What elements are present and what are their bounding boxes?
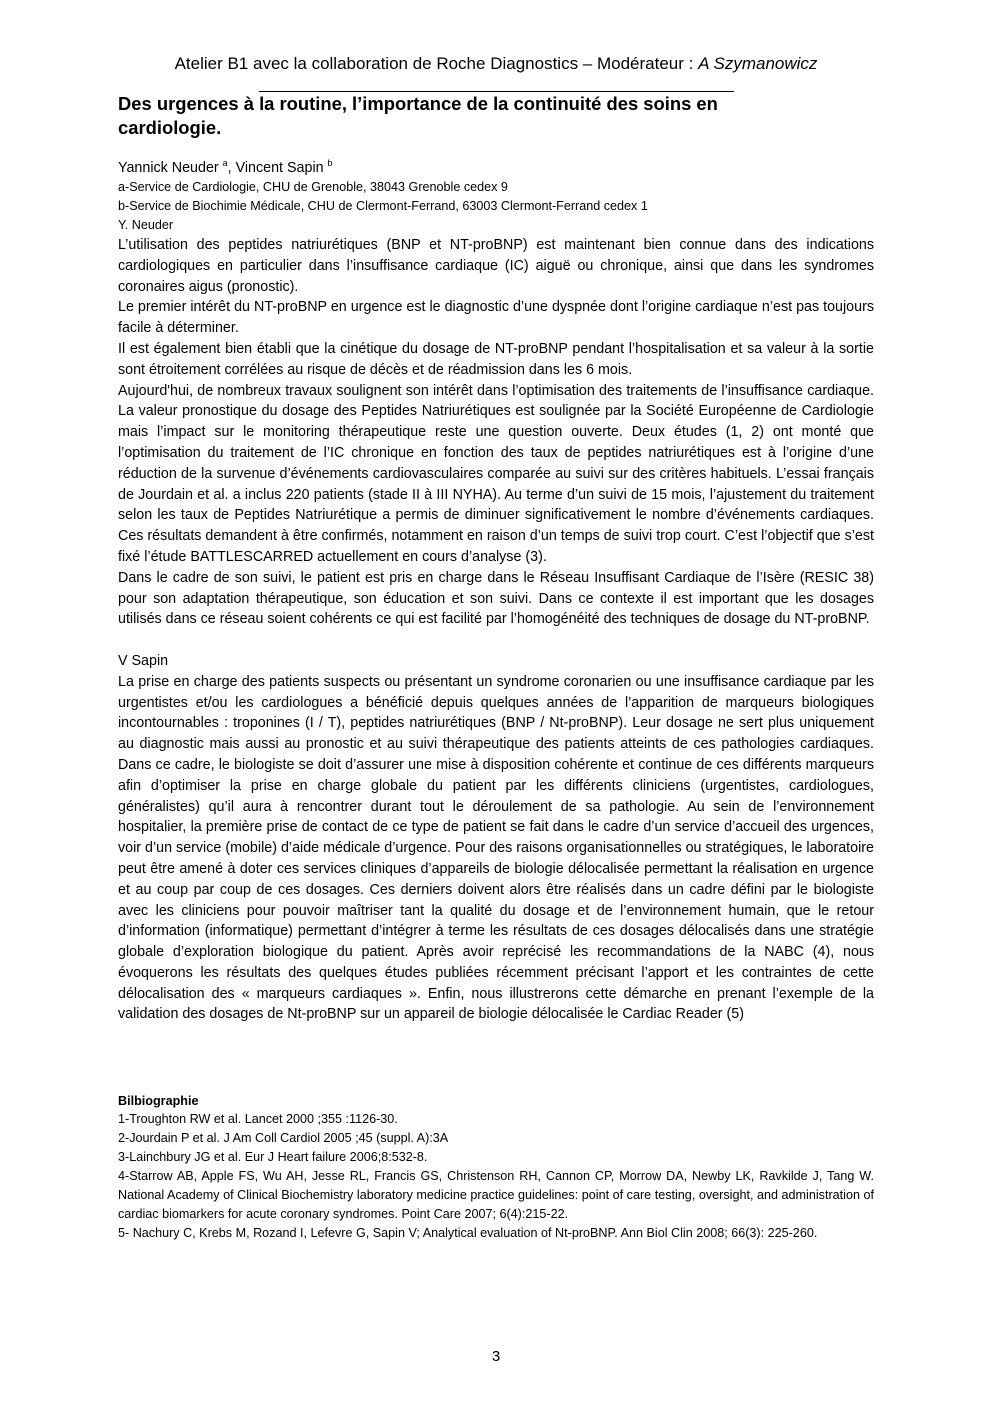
affiliation-b: b-Service de Biochimie Médicale, CHU de Clermont-Ferrand, 63003 Clermont-Ferrand cedex 1 [118,199,648,213]
section-gap [118,630,874,651]
reference-item: 1-Troughton RW et al. Lancet 2000 ;355 :1126-30. [118,1112,398,1126]
section1-paragraph: Aujourd'hui, de nombreux travaux soulignent son intérêt dans l’optimisation des traitements de l’insuffisance cardiaque. La valeur pronostique du dosage des Peptides Natriurétiques est soulignée par la Société Européenne de Cardiologie mais l’impact sur le monitoring thérapeutique reste une question ouverte. Deux études (1, 2) ont monté que l’optimisation du traitement de l’IC chronique en fonction des taux de peptides natriurétiques est à l’origine d’une réduction de la survenue d’événements cardiovasculaires comparée au suivi sur des critères habituels. L’essai français de Jourdain et al. a inclus 220 patients (stade II à III NYHA). Au terme d’un suivi de 15 mois, l’ajustement du traitement selon les taux de Peptides Natriurétique a permis de diminuer significativement le nombre d’événements cardiaques. Ces résultats demandent à être confirmés, notamment en raison d’un temps de suivi trop court. C’est l’objectif que s’est fixé l’étude BATTLESCARRED actuellement en cours d’analyse (3). [118,382,874,565]
author-sup-2: b [327,158,333,169]
header-moderator: A Szymanowicz [698,54,818,73]
affiliation-a: a-Service de Cardiologie, CHU de Grenoble, 38043 Grenoble cedex 9 [118,180,508,194]
section2-paragraph: La prise en charge des patients suspects ou présentant un syndrome coronarien ou une insuffisance cardiaque par les urgentistes et/ou les cardiologues a bénéficié depuis quelques années de l’apparition de marqueurs biologiques incontournables : troponines (I / T), peptides natriurétiques (BNP / Nt-proBNP). Leur dosage ne sert plus uniquement au diagnostic mais aussi au pronostic et au suivi thérapeutique des patients atteints de ces pathologies cardiaques. Dans ce cadre, le biologiste se doit d’assurer une mise à disposition cohérente et continue de ces différents marqueurs afin d’optimiser la prise en charge globale du patient par les différents cliniciens (urgentistes, cardiologues, généralistes) qu’il aura à rencontrer durant tout le déroulement de sa pathologie. Au sein de l’environnement hospitalier, la première prise de contact de ce type de patient se fait dans le cadre d’un service d’accueil des urgences, voir d’un service (mobile) d’aide médicale d’urgence. Pour des raisons organisationnelles ou stratégiques, le laboratoire peut être amené à doter ces services cliniques d’appareils de biologie délocalisée permettant la réalisation en urgence et au coup par coup de ces dosages. Ces derniers doivent alors être réalisés dans un cadre défini par le biologiste avec les cliniciens pour pouvoir maîtriser tant la qualité du dosage et de l’environnement humain, que le retour d’information (informatique) permettant d’intégrer à terme les résultats de ces dosages délocalisés dans une stratégie globale d’exploration biologique du patient. Après avoir reprécisé les recommandations de la NABC (4), nous évoquerons les résultats des quelques études publiées récemment précisant l’apport et les contraintes de cette délocalisation des « marqueurs cardiaques ». Enfin, nous illustrerons cette démarche en prenant l’exemple de la validation des dosages de Nt-proBNP sur un appareil de biologie délocalisée le Cardiac Reader (5) [118,673,874,1023]
page-number: 3 [491,1348,501,1365]
section1-signature: Y. Neuder [118,218,174,232]
author-separator: , Vincent Sapin [227,160,328,176]
document-title: Des urgences à la routine, l’importance de la continuité des soins en cardiologie. [118,93,718,138]
header-text: Atelier B1 avec la collaboration de Roche Diagnostics – Modérateur : [174,54,699,73]
section1-paragraph: L’utilisation des peptides natriurétiques (BNP et NT-proBNP) est maintenant bien connue dans des indications cardiologiques en particulier dans l’insuffisance cardiaque (IC) aiguë ou chronique, ainsi que dans les syndromes coronaires aigus (pronostic). [118,237,874,295]
section1-paragraph: Le premier intérêt du NT-proBNP en urgence est le diagnostic d’une dyspnée dont l’origine cardiaque n’est pas toujours facile à déterminer. [118,299,874,337]
document-body [118,158,874,1025]
bibliography-heading: Bilbiographie [118,1094,199,1108]
reference-item: 4-Starrow AB, Apple FS, Wu AH, Jesse RL, Francis GS, Christenson RH, Cannon CP, Morrow DA, Newby LK, Ravkilde J, Tang W. National Academy of Clinical Biochemistry laboratory medicine practice guidelines: point of care testing, oversight, and administration of cardiac biomarkers for acute coronary syndromes. Point Care 2007; 6(4):215-22. [118,1169,874,1221]
section1-paragraph: Il est également bien établi que la cinétique du dosage de NT-proBNP pendant l’hospitalisation et sa valeur à la sortie sont étroitement corrélées au risque de décès et de réadmission dans les 6 mois. [118,340,874,378]
author-name-1: Yannick Neuder [118,160,223,176]
section1-paragraph: Dans le cadre de son suivi, le patient est pris en charge dans le Réseau Insuffisant Cardiaque de l’Isère (RESIC 38) pour son adaptation thérapeutique, son éducation et son suivi. Dans ce contexte il est important que les dosages utilisés dans ce réseau soient cohérents ce qui est facilité par l’homogénéité des techniques de dosage du NT-proBNP. [118,569,874,628]
author-sup-1: a [222,158,228,169]
authors-line [118,158,874,178]
reference-item: 2-Jourdain P et al. J Am Coll Cardiol 2005 ;45 (suppl. A):3A [118,1131,449,1145]
page-header [0,54,992,74]
reference-item: 5- Nachury C, Krebs M, Rozand I, Lefevre G, Sapin V; Analytical evaluation of Nt-proBNP. Ann Biol Clin 2008; 66(3): 225-260. [118,1226,818,1240]
section2-signature: V Sapin [118,652,169,669]
reference-item: 3-Lainchbury JG et al. Eur J Heart failure 2006;8:532-8. [118,1150,428,1164]
bibliography [118,1092,874,1243]
